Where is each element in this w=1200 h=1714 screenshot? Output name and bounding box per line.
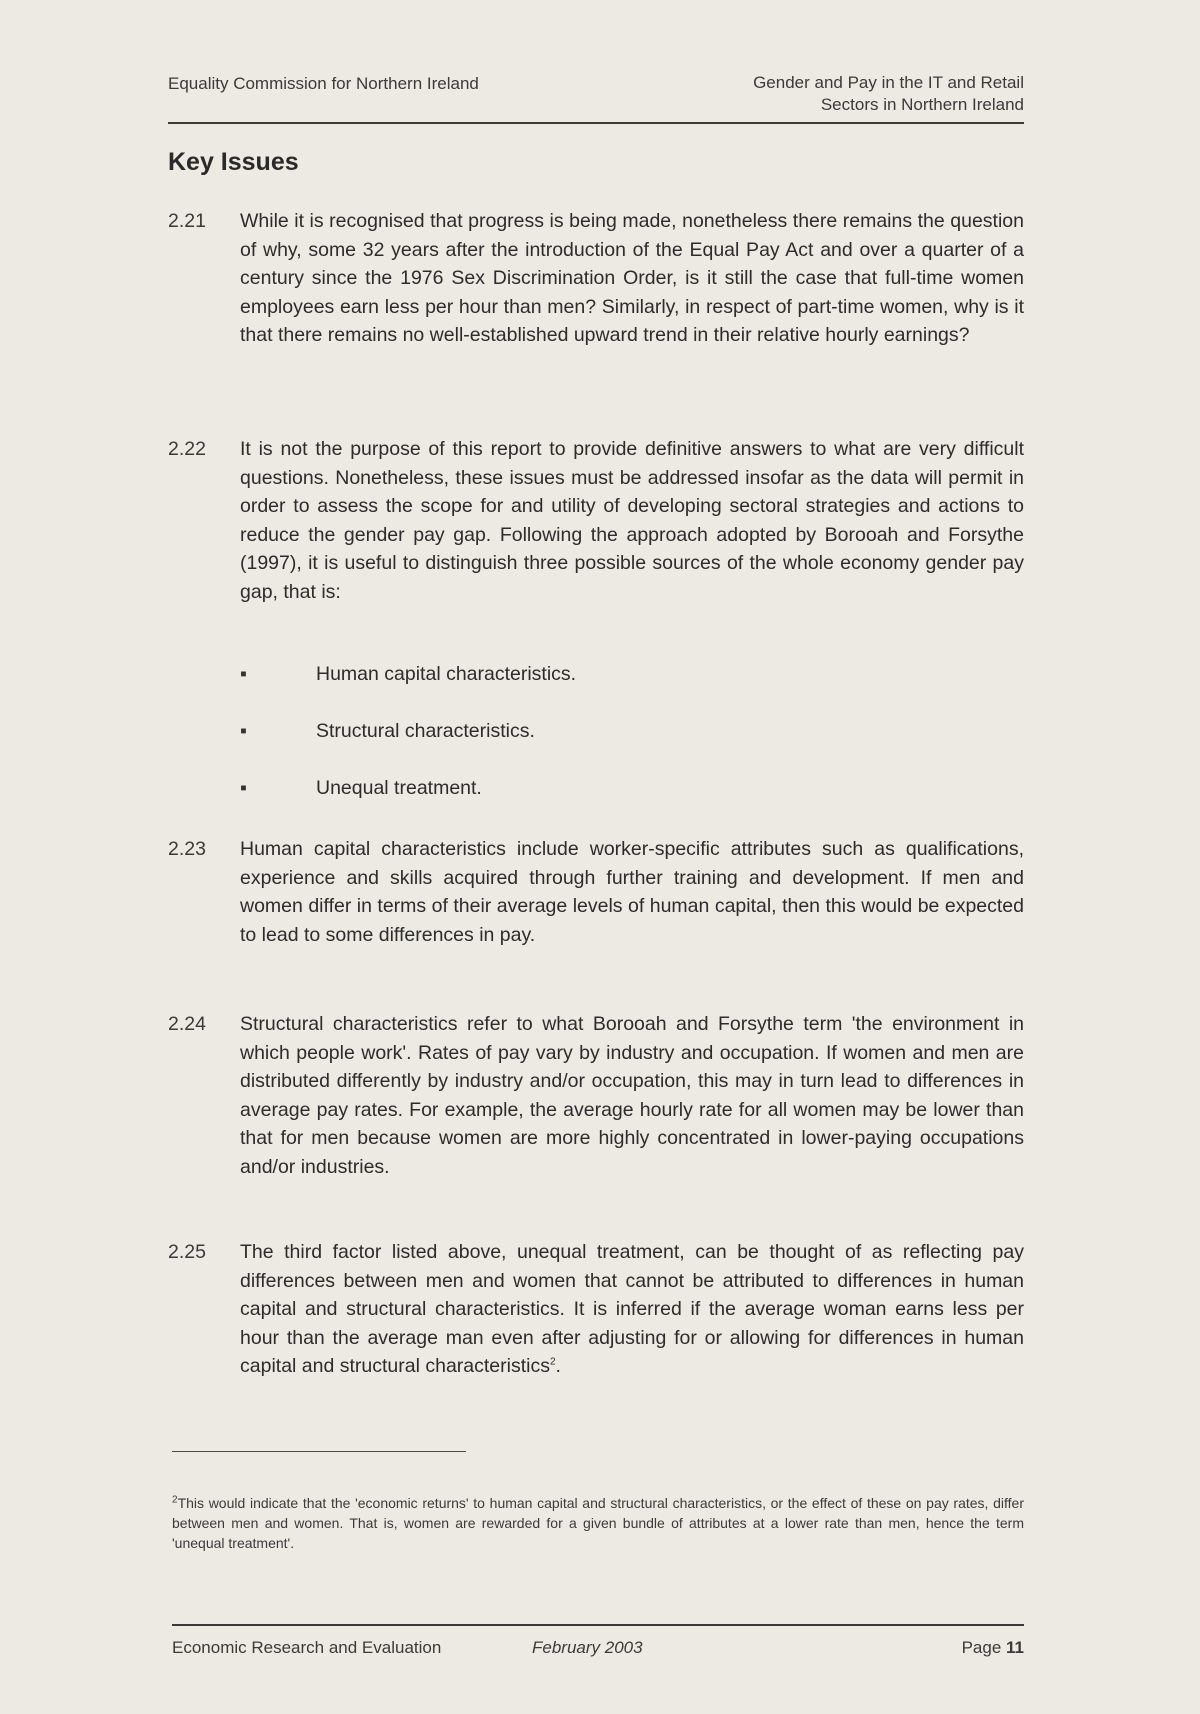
page-footer — [172, 1624, 1024, 1666]
list-item-text: Unequal treatment. — [316, 777, 482, 799]
header-organization: Equality Commission for Northern Ireland — [168, 74, 479, 93]
footnote-text: This would indicate that the 'economic returns' to human capital and structural characteristics, or the effect of these on pay rates, differ between men and women. That is, women are rewarded for a given bundle of attributes at a lower rate than men, hence the term 'unequal treatment'. — [172, 1495, 1024, 1551]
paragraph-number: 2.22 — [168, 438, 206, 460]
bullet-icon: ▪ — [240, 663, 247, 685]
page-header — [168, 68, 1024, 124]
page-number-value: 11 — [1006, 1638, 1024, 1657]
header-title-line-2: Sectors in Northern Ireland — [820, 95, 1024, 114]
list-item-text: Structural characteristics. — [316, 720, 535, 742]
footnote-divider — [172, 1451, 466, 1452]
list-item — [240, 660, 940, 717]
paragraph-text: It is not the purpose of this report to provide definitive answers to what are very difficult questions. Nonetheless, these issues must be addressed insofar as the data will permit in order to assess the scope for and utility of developing sectoral strategies and actions to reduce the gender pay gap. Following the approach adopted by Borooah and Forsythe (1997), it is useful to distinguish three possible sources of the whole economy gender pay gap, that is: — [240, 438, 1024, 603]
paragraph-text: Structural characteristics refer to what Borooah and Forsythe term 'the environment in which people work'. Rates of pay vary by industry and occupation. If women and men are distributed differently by industry and/or occupation, this may in turn lead to differences in average pay rates. For example, the average hourly rate for all women may be lower than that for men because women are more highly concentrated in lower-paying occupations and/or industries. — [240, 1013, 1024, 1178]
paragraph-number: 2.23 — [168, 838, 206, 860]
paragraph-text: While it is recognised that progress is being made, nonetheless there remains the question of why, some 32 years after the introduction of the Equal Pay Act and over a quarter of a century since the 1976 Sex Discrimination Order, is it still the case that full-time women employees earn less per hour than men? Similarly, in respect of part-time women, why is it that there remains no well-established upward trend in their relative hourly earnings? — [240, 210, 1024, 347]
list-item — [240, 774, 940, 831]
paragraph-number: 2.21 — [168, 210, 206, 232]
paragraph-end: . — [555, 1355, 561, 1378]
page-number — [962, 1638, 1024, 1658]
section-heading: Key Issues — [168, 148, 299, 176]
bullet-icon: ▪ — [240, 720, 247, 742]
footnote-reference[interactable]: 2 — [549, 1356, 556, 1368]
page-label: Page — [961, 1638, 1002, 1657]
paragraph-number: 2.25 — [168, 1241, 206, 1263]
paragraph-number: 2.24 — [168, 1013, 206, 1035]
paragraph-body: The third factor listed above, unequal treatment, can be thought of as reflecting pay differences between men and women that cannot be attributed to differences in human capital and structural characteristics. It is inferred if the average woman earns less per hour than the average man even after adjusting for or allowing for differences in human capital and structural characteristics — [240, 1241, 1024, 1378]
header-report-title — [753, 72, 1024, 116]
footnote — [172, 1493, 1024, 1553]
list-item — [240, 717, 940, 774]
paragraph-text — [240, 1238, 1024, 1381]
bullet-icon: ▪ — [240, 777, 247, 799]
bullet-list — [240, 660, 940, 831]
paragraph-text: Human capital characteristics include worker-specific attributes such as qualifications, experience and skills acquired through further training and development. If men and women differ in terms of their average levels of human capital, then this would be expected to lead to some differences in pay. — [240, 838, 1024, 946]
footer-date: February 2003 — [532, 1638, 643, 1657]
list-item-text: Human capital characteristics. — [316, 663, 577, 685]
header-title-line-1: Gender and Pay in the IT and Retail — [753, 73, 1024, 92]
footer-department: Economic Research and Evaluation — [172, 1638, 442, 1657]
footnote-marker: 2 — [172, 1494, 178, 1506]
